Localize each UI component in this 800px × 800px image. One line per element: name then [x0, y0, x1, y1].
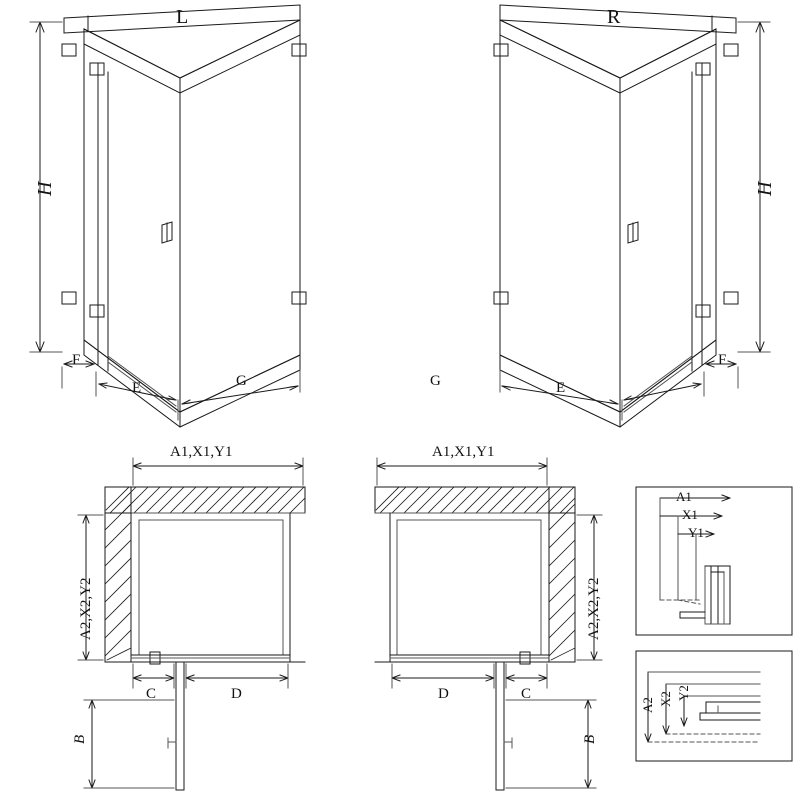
dim-g-right: G [430, 373, 441, 389]
dim-g-left: G [236, 373, 247, 389]
label-view-left: L [176, 6, 189, 28]
detail-dim-y2: Y2 [676, 685, 691, 701]
detail-dim-y1: Y1 [688, 525, 704, 540]
dim-e-left: E [132, 380, 142, 396]
dim-a2x2y2-left: A2,X2,Y2 [78, 577, 94, 640]
detail-top-right [636, 487, 792, 635]
detail-dim-x1: X1 [682, 507, 698, 522]
label-view-right: R [607, 6, 621, 28]
plan-left-view [78, 458, 305, 790]
detail-dim-x2: X2 [658, 691, 673, 707]
dim-d-right: D [438, 686, 449, 702]
dim-b-right: B [582, 734, 598, 744]
plan-right-view [375, 458, 602, 790]
dim-h-left: H [34, 181, 56, 196]
dim-a1x1y1-right: A1,X1,Y1 [432, 444, 495, 460]
dim-a2x2y2-right: A2,X2,Y2 [586, 577, 602, 640]
dim-b-left: B [72, 734, 88, 744]
dim-c-left: C [146, 686, 157, 702]
dim-h-right: H [754, 181, 776, 196]
detail-dim-a2: A2 [640, 697, 655, 713]
iso-right-view [494, 5, 770, 427]
dim-a1x1y1-left: A1,X1,Y1 [170, 444, 233, 460]
dim-f-left: F [72, 352, 81, 368]
detail-dim-a1: A1 [676, 489, 692, 504]
dim-d-left: D [231, 686, 242, 702]
dim-c-right: C [521, 686, 532, 702]
dim-e-right: E [556, 380, 566, 396]
dim-f-right: F [718, 352, 727, 368]
